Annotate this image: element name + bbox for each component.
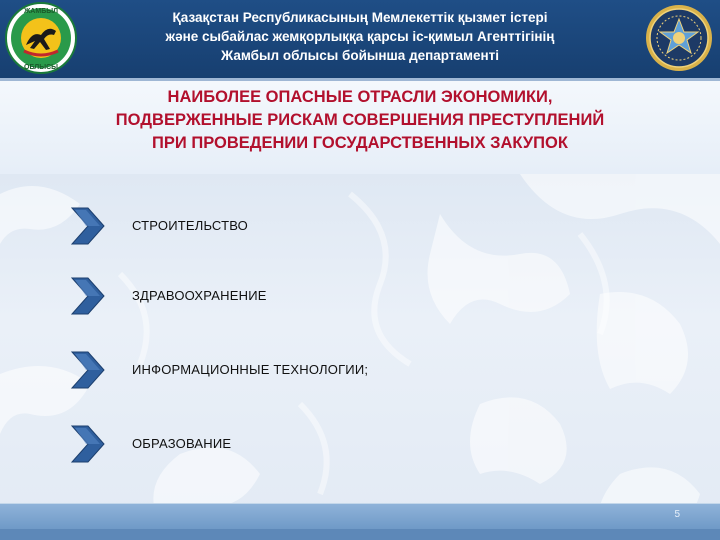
- list-item-label: ИНФОРМАЦИОННЫЕ ТЕХНОЛОГИИ;: [132, 362, 369, 377]
- header-line: Қазақстан Республикасының Мемлекеттік қызмет істері: [172, 10, 548, 25]
- chevron-right-icon: [70, 206, 106, 246]
- header-title: [90, 8, 630, 65]
- list-item-construction: [70, 206, 670, 248]
- regional-emblem-icon: [4, 1, 78, 75]
- emblem-top-text: ЖАМБЫЛ: [23, 8, 59, 15]
- list-item-education: [70, 424, 670, 466]
- list-item-it: [70, 350, 670, 392]
- agency-emblem-icon: [644, 3, 714, 73]
- list-item-healthcare: [70, 276, 670, 318]
- title-line: ПОДВЕРЖЕННЫЕ РИСКАМ СОВЕРШЕНИЯ ПРЕСТУПЛЕНИЙ: [115, 111, 605, 129]
- chevron-right-icon: [70, 350, 106, 390]
- footer-strip: [0, 529, 720, 540]
- header-line: Жамбыл облысы бойынша департаменті: [220, 48, 500, 63]
- list-item-label: СТРОИТЕЛЬСТВО: [132, 218, 248, 233]
- emblem-bottom-text: ОБЛЫСЫ: [24, 64, 58, 71]
- slide-title: [20, 86, 700, 155]
- list-item-label: ЗДРАВООХРАНЕНИЕ: [132, 288, 267, 303]
- chevron-right-icon: [70, 276, 106, 316]
- title-line: ПРИ ПРОВЕДЕНИИ ГОСУДАРСТВЕННЫХ ЗАКУПОК: [152, 134, 568, 152]
- page-number: 5: [674, 509, 680, 520]
- chevron-right-icon: [70, 424, 106, 464]
- list-item-label: ОБРАЗОВАНИЕ: [132, 436, 232, 451]
- title-line: НАИБОЛЕЕ ОПАСНЫЕ ОТРАСЛИ ЭКОНОМИКИ,: [167, 88, 553, 106]
- footer-bar: [0, 503, 720, 529]
- header-line: және сыбайлас жемқорлыққа қарсы іс-қимыл Агенттігінің: [165, 29, 555, 44]
